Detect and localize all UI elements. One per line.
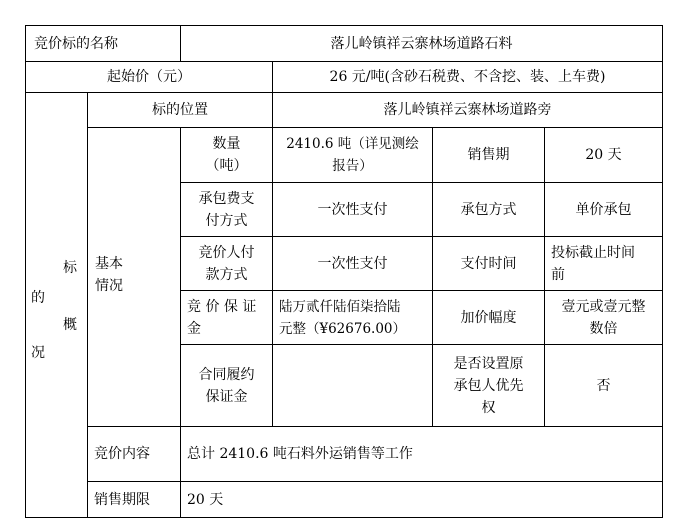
pay-time-value-line2: 前 (551, 266, 565, 283)
increment-label-text: 加价幅度 (460, 309, 517, 326)
contract-fee-label-line1: 承包费支 (198, 190, 255, 207)
increment-value (545, 291, 662, 344)
content-value (181, 427, 662, 481)
performance-label (181, 345, 272, 426)
bidder-pay-label-line2: 款方式 (205, 266, 248, 283)
contract-fee-label-line2: 付方式 (205, 212, 248, 229)
priority-label-line2: 承包人优先 (453, 377, 524, 394)
priority-label-line3: 权 (481, 399, 496, 416)
quantity-label (181, 128, 272, 182)
sale-limit-value-text: 20 天 (187, 491, 224, 508)
side-label (26, 93, 87, 517)
basic-label-line2: 情况 (95, 278, 123, 294)
priority-label (433, 345, 544, 426)
side-label-a: 标 (63, 260, 77, 276)
sale-period-value-text: 20 天 (585, 147, 622, 163)
name-value-text: 落儿岭镇祥云寨林场道路石料 (330, 35, 513, 52)
deposit-value-line2: 元整（¥62676.00） (279, 320, 407, 337)
sale-period-value (545, 128, 662, 182)
pay-time-value (545, 237, 662, 290)
contract-mode-label (433, 183, 544, 236)
contract-fee-label (181, 183, 272, 236)
quantity-label-line1: 数量 (212, 136, 241, 152)
contract-mode-value (545, 183, 662, 236)
priority-value-text: 否 (596, 377, 611, 394)
location-value-text: 落儿岭镇祥云寨林场道路旁 (383, 102, 552, 118)
quantity-value (273, 128, 432, 182)
deposit-label (181, 291, 272, 344)
start-price-label (26, 62, 272, 92)
sale-limit-label (88, 482, 180, 517)
deposit-label-line1: 竞 价 保 证 (187, 298, 257, 315)
deposit-value-line1: 陆万贰仟陆佰柒拾陆 (279, 298, 401, 315)
contract-fee-value-text: 一次性支付 (317, 201, 388, 218)
deposit-label-line2: 金 (187, 320, 201, 337)
priority-label-line1: 是否设置原 (453, 355, 524, 372)
bidder-pay-value (273, 237, 432, 290)
content-label (88, 427, 180, 481)
deposit-value (273, 291, 432, 344)
pay-time-label-text: 支付时间 (460, 255, 517, 272)
side-label-c: 概 (63, 317, 77, 333)
name-label (26, 26, 180, 61)
sale-period-label-text: 销售期 (467, 147, 510, 163)
location-label-text: 标的位置 (152, 102, 208, 118)
sale-period-label (433, 128, 544, 182)
location-value (273, 93, 662, 127)
border-right (662, 25, 663, 518)
pay-time-value-line1: 投标截止时间 (551, 244, 635, 261)
start-price-value-text: 26 元/吨(含砂石税费、不含挖、装、上车费) (329, 69, 606, 85)
basic-label-line1: 基本 (95, 256, 123, 272)
sale-limit-label-text: 销售期限 (94, 491, 150, 508)
sale-limit-value (181, 482, 662, 517)
priority-value (545, 345, 662, 426)
start-price-label-text: 起始价（元） (107, 69, 191, 85)
border-bottom (25, 517, 663, 518)
performance-value (273, 345, 432, 426)
contract-mode-value-text: 单价承包 (575, 201, 632, 218)
start-price-value (273, 62, 662, 92)
increment-value-line1: 壹元或壹元整 (561, 298, 646, 315)
content-label-text: 竞价内容 (94, 446, 150, 462)
side-label-b: 的 (31, 290, 45, 306)
contract-mode-label-text: 承包方式 (460, 201, 517, 218)
side-label-d: 况 (31, 345, 45, 361)
name-value (181, 26, 662, 61)
quantity-value-line1: 2410.6 吨（详见测绘 (286, 136, 419, 152)
content-value-text: 总计 2410.6 吨石料外运销售等工作 (187, 446, 413, 462)
increment-label (433, 291, 544, 344)
performance-label-line2: 保证金 (205, 388, 248, 405)
contract-fee-value (273, 183, 432, 236)
name-label-text: 竞价标的名称 (34, 35, 118, 52)
location-label (88, 93, 272, 127)
performance-label-line1: 合同履约 (198, 366, 255, 383)
bidder-pay-value-text: 一次性支付 (317, 255, 388, 272)
basic-label (88, 128, 180, 426)
quantity-value-line2: 报告） (332, 158, 373, 174)
bidder-pay-label-line1: 竞价人付 (198, 244, 255, 261)
bidder-pay-label (181, 237, 272, 290)
increment-value-line2: 数倍 (589, 320, 618, 337)
quantity-label-line2: （吨） (205, 158, 248, 174)
pay-time-label (433, 237, 544, 290)
